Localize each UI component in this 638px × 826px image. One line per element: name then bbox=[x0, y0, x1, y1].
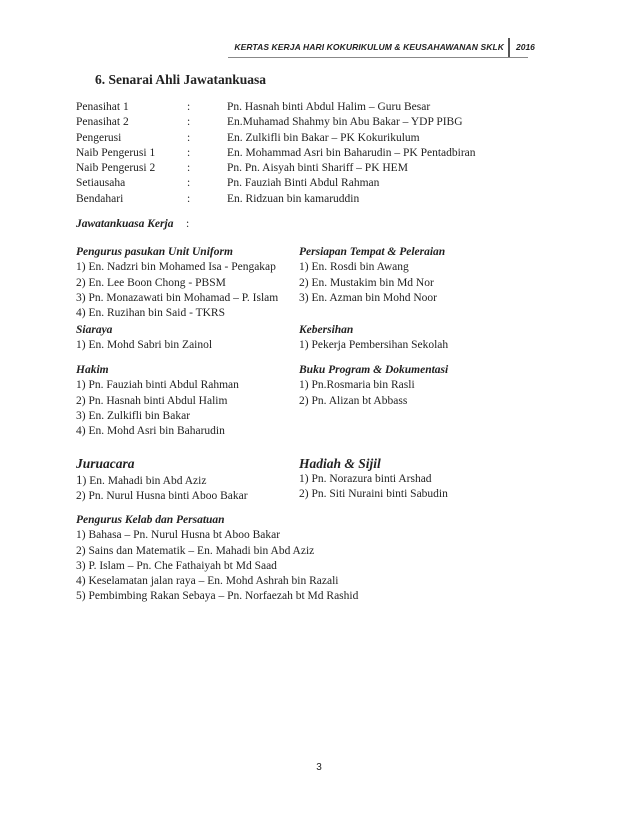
role-colon: : bbox=[187, 192, 191, 205]
roles-list bbox=[76, 100, 476, 207]
group-member: 1) Pekerja Pembersihan Sekolah bbox=[299, 339, 449, 352]
group-member: 4) En. Ruzihan bin Said - TKRS bbox=[76, 307, 225, 320]
group-member: 5) Pembimbing Rakan Sebaya – Pn. Norfaezah bt Md Rashid bbox=[76, 590, 359, 603]
group-member: 3) Pn. Monazawati bin Mohamad – P. Islam bbox=[76, 291, 279, 304]
group-hakim bbox=[76, 363, 239, 439]
group-heading: Hakim bbox=[76, 364, 109, 376]
group-member: 3) En. Zulkifli bin Bakar bbox=[76, 409, 191, 422]
role-title: Setiausaha bbox=[76, 177, 126, 190]
group-member: 1) Pn. Norazura binti Arshad bbox=[299, 473, 432, 485]
committee-colon: : bbox=[186, 218, 190, 230]
group-buku bbox=[299, 363, 448, 409]
role-colon: : bbox=[187, 146, 191, 159]
group-heading: Juruacara bbox=[76, 456, 135, 471]
group-heading: Pengurus Kelab dan Persatuan bbox=[76, 514, 225, 526]
role-colon: : bbox=[187, 177, 191, 190]
group-member: 1) En. Mohd Sabri bin Zainol bbox=[76, 339, 213, 352]
role-title: Naib Pengerusi 1 bbox=[76, 146, 156, 159]
role-colon: : bbox=[187, 116, 191, 129]
role-colon: : bbox=[187, 131, 191, 144]
role-title: Penasihat 1 bbox=[76, 101, 129, 113]
group-member bbox=[76, 472, 248, 489]
member-number: 1 bbox=[76, 472, 83, 487]
role-name: Pn. Pn. Aisyah binti Shariff – PK HEM bbox=[227, 162, 408, 175]
role-row bbox=[76, 176, 476, 191]
group-member: 2) Sains dan Matematik – En. Mahadi bin Abd Aziz bbox=[76, 544, 315, 557]
group-member: 3) En. Azman bin Mohd Noor bbox=[299, 291, 437, 304]
group-member: 2) En. Mustakim bin Md Nor bbox=[299, 276, 434, 289]
page-number: 3 bbox=[316, 762, 322, 773]
group-heading: Siaraya bbox=[76, 324, 113, 336]
group-member: 2) Pn. Siti Nuraini binti Sabudin bbox=[299, 488, 448, 501]
section-title: 6. Senarai Ahli Jawatankuasa bbox=[95, 72, 267, 87]
group-heading: Kebersihan bbox=[299, 324, 354, 336]
group-venue bbox=[299, 245, 445, 306]
group-member: 4) En. Mohd Asri bin Baharudin bbox=[76, 425, 225, 438]
group-member: 4) Keselamatan jalan raya – En. Mohd Ashrah bin Razali bbox=[76, 575, 339, 588]
role-row bbox=[76, 131, 476, 146]
role-title: Naib Pengerusi 2 bbox=[76, 162, 156, 175]
group-kebersihan bbox=[299, 323, 448, 354]
group-member: 2) En. Lee Boon Chong - PBSM bbox=[76, 276, 226, 289]
header-year: 2016 bbox=[516, 42, 535, 52]
group-member: 2) Pn. Hasnah binti Abdul Halim bbox=[76, 394, 228, 407]
role-name: En. Mohammad Asri bin Baharudin – PK Pentadbiran bbox=[227, 146, 476, 159]
role-row bbox=[76, 161, 476, 176]
group-hadiah bbox=[299, 455, 448, 503]
role-name: Pn. Hasnah binti Abdul Halim – Guru Besar bbox=[227, 101, 431, 113]
group-heading: Buku Program & Dokumentasi bbox=[299, 364, 449, 376]
member-text: ) En. Mahadi bin Abd Aziz bbox=[82, 475, 207, 487]
role-title: Pengerusi bbox=[76, 131, 122, 144]
role-name: En.Muhamad Shahmy bin Abu Bakar – YDP PIBG bbox=[227, 116, 463, 129]
committee-heading bbox=[76, 218, 190, 230]
committee-label: Jawatankuasa Kerja bbox=[76, 218, 174, 230]
page-header bbox=[0, 38, 638, 58]
group-member: 1) Pn. Fauziah binti Abdul Rahman bbox=[76, 379, 239, 392]
role-row bbox=[76, 115, 476, 130]
group-member: 1) Bahasa – Pn. Nurul Husna bt Aboo Bakar bbox=[76, 529, 281, 542]
group-kelab bbox=[76, 513, 358, 605]
group-heading: Hadiah & Sijil bbox=[299, 456, 381, 471]
group-heading: Persiapan Tempat & Peleraian bbox=[299, 246, 446, 258]
role-row bbox=[76, 100, 476, 115]
role-name: En. Zulkifli bin Bakar – PK Kokurikulum bbox=[227, 131, 420, 144]
group-juruacara bbox=[76, 455, 248, 505]
group-member: 2) Pn. Alizan bt Abbass bbox=[299, 394, 408, 407]
group-member: 2) Pn. Nurul Husna binti Aboo Bakar bbox=[76, 490, 248, 503]
group-uniform bbox=[76, 245, 278, 321]
role-name: Pn. Fauziah Binti Abdul Rahman bbox=[227, 177, 380, 190]
role-colon: : bbox=[187, 162, 191, 175]
role-colon: : bbox=[187, 101, 191, 113]
group-member: 3) P. Islam – Pn. Che Fathaiyah bt Md Saad bbox=[76, 559, 277, 572]
group-heading: Pengurus pasukan Unit Uniform bbox=[76, 246, 233, 258]
group-member: 1) Pn.Rosmaria bin Rasli bbox=[299, 379, 415, 392]
group-member: 1) En. Rosdi bin Awang bbox=[299, 261, 409, 274]
header-underline bbox=[228, 57, 528, 58]
role-title: Bendahari bbox=[76, 192, 124, 205]
group-member: 1) En. Nadzri bin Mohamed Isa - Pengakap bbox=[76, 261, 276, 274]
role-row bbox=[76, 146, 476, 161]
header-divider bbox=[508, 38, 510, 58]
header-title: KERTAS KERJA HARI KOKURIKULUM & KEUSAHAWANAN SKLK bbox=[234, 42, 504, 52]
role-title: Penasihat 2 bbox=[76, 116, 129, 129]
group-siaraya bbox=[76, 323, 212, 354]
role-name: En. Ridzuan bin kamaruddin bbox=[227, 192, 360, 205]
role-row bbox=[76, 192, 476, 207]
